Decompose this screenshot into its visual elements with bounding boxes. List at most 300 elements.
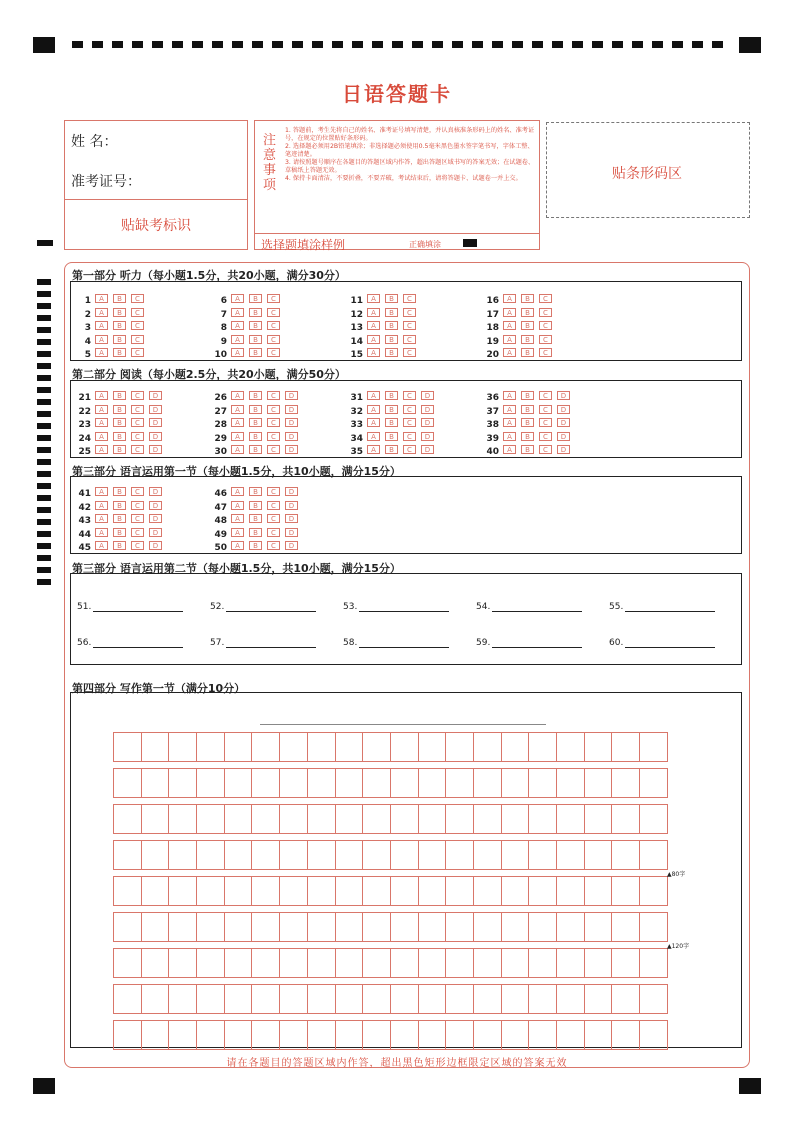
- option-bubble-a[interactable]: A: [95, 321, 108, 330]
- option-bubble-b[interactable]: B: [113, 541, 126, 550]
- option-bubble-d[interactable]: D: [149, 445, 162, 454]
- option-bubble-a[interactable]: A: [95, 335, 108, 344]
- fill-answer-line[interactable]: [625, 638, 715, 648]
- grid-cell[interactable]: [584, 840, 613, 870]
- option-bubble-b[interactable]: B: [249, 418, 262, 427]
- option-bubble-c[interactable]: C: [267, 391, 280, 400]
- grid-cell[interactable]: [196, 1020, 225, 1050]
- option-bubble-c[interactable]: C: [131, 514, 144, 523]
- grid-cell[interactable]: [556, 876, 585, 906]
- grid-cell[interactable]: [279, 876, 308, 906]
- grid-cell[interactable]: [611, 912, 640, 942]
- option-bubble-b[interactable]: B: [113, 487, 126, 496]
- option-bubble-a[interactable]: A: [231, 405, 244, 414]
- grid-cell[interactable]: [362, 768, 391, 798]
- option-bubble-a[interactable]: A: [231, 308, 244, 317]
- grid-cell[interactable]: [556, 1020, 585, 1050]
- grid-cell[interactable]: [584, 948, 613, 978]
- option-bubble-b[interactable]: B: [113, 391, 126, 400]
- option-bubble-c[interactable]: C: [267, 348, 280, 357]
- grid-cell[interactable]: [528, 912, 557, 942]
- grid-cell[interactable]: [251, 912, 280, 942]
- grid-cell[interactable]: [279, 804, 308, 834]
- grid-cell[interactable]: [445, 768, 474, 798]
- option-bubble-d[interactable]: D: [149, 391, 162, 400]
- option-bubble-c[interactable]: C: [131, 294, 144, 303]
- grid-cell[interactable]: [335, 732, 364, 762]
- grid-cell[interactable]: [445, 1020, 474, 1050]
- grid-cell[interactable]: [639, 840, 668, 870]
- option-bubble-a[interactable]: A: [503, 391, 516, 400]
- option-bubble-a[interactable]: A: [95, 501, 108, 510]
- grid-cell[interactable]: [307, 804, 336, 834]
- option-bubble-a[interactable]: A: [503, 321, 516, 330]
- option-bubble-c[interactable]: C: [539, 308, 552, 317]
- option-bubble-d[interactable]: D: [285, 391, 298, 400]
- grid-cell[interactable]: [445, 840, 474, 870]
- grid-cell[interactable]: [362, 804, 391, 834]
- grid-cell[interactable]: [528, 876, 557, 906]
- option-bubble-a[interactable]: A: [95, 445, 108, 454]
- option-bubble-c[interactable]: C: [403, 445, 416, 454]
- option-bubble-c[interactable]: C: [267, 514, 280, 523]
- grid-cell[interactable]: [141, 912, 170, 942]
- option-bubble-c[interactable]: C: [131, 501, 144, 510]
- grid-cell[interactable]: [168, 768, 197, 798]
- option-bubble-b[interactable]: B: [113, 445, 126, 454]
- option-bubble-d[interactable]: D: [557, 391, 570, 400]
- grid-cell[interactable]: [362, 948, 391, 978]
- grid-cell[interactable]: [584, 876, 613, 906]
- grid-cell[interactable]: [141, 876, 170, 906]
- grid-cell[interactable]: [418, 840, 447, 870]
- grid-cell[interactable]: [418, 876, 447, 906]
- grid-cell[interactable]: [473, 732, 502, 762]
- grid-cell[interactable]: [113, 732, 142, 762]
- grid-cell[interactable]: [556, 984, 585, 1014]
- option-bubble-b[interactable]: B: [385, 308, 398, 317]
- grid-cell[interactable]: [611, 732, 640, 762]
- grid-cell[interactable]: [611, 840, 640, 870]
- grid-cell[interactable]: [279, 1020, 308, 1050]
- option-bubble-b[interactable]: B: [385, 294, 398, 303]
- grid-cell[interactable]: [362, 876, 391, 906]
- option-bubble-a[interactable]: A: [95, 418, 108, 427]
- grid-cell[interactable]: [390, 912, 419, 942]
- grid-cell[interactable]: [251, 732, 280, 762]
- grid-cell[interactable]: [307, 948, 336, 978]
- option-bubble-d[interactable]: D: [557, 432, 570, 441]
- grid-cell[interactable]: [141, 1020, 170, 1050]
- grid-cell[interactable]: [196, 804, 225, 834]
- option-bubble-b[interactable]: B: [521, 294, 534, 303]
- option-bubble-b[interactable]: B: [385, 348, 398, 357]
- grid-cell[interactable]: [390, 948, 419, 978]
- option-bubble-c[interactable]: C: [539, 418, 552, 427]
- option-bubble-b[interactable]: B: [249, 445, 262, 454]
- grid-cell[interactable]: [584, 804, 613, 834]
- grid-cell[interactable]: [279, 984, 308, 1014]
- grid-cell[interactable]: [224, 804, 253, 834]
- grid-cell[interactable]: [168, 840, 197, 870]
- grid-cell[interactable]: [196, 768, 225, 798]
- option-bubble-d[interactable]: D: [421, 405, 434, 414]
- option-bubble-c[interactable]: C: [131, 348, 144, 357]
- option-bubble-c[interactable]: C: [267, 405, 280, 414]
- option-bubble-a[interactable]: A: [95, 541, 108, 550]
- writing-title-line[interactable]: [260, 724, 546, 725]
- option-bubble-a[interactable]: A: [367, 321, 380, 330]
- grid-cell[interactable]: [224, 768, 253, 798]
- grid-cell[interactable]: [528, 1020, 557, 1050]
- grid-cell[interactable]: [196, 912, 225, 942]
- option-bubble-d[interactable]: D: [285, 418, 298, 427]
- option-bubble-d[interactable]: D: [285, 541, 298, 550]
- grid-cell[interactable]: [335, 1020, 364, 1050]
- option-bubble-a[interactable]: A: [231, 391, 244, 400]
- grid-cell[interactable]: [362, 840, 391, 870]
- grid-cell[interactable]: [445, 912, 474, 942]
- grid-cell[interactable]: [445, 732, 474, 762]
- grid-cell[interactable]: [418, 984, 447, 1014]
- option-bubble-a[interactable]: A: [367, 294, 380, 303]
- grid-cell[interactable]: [556, 732, 585, 762]
- option-bubble-c[interactable]: C: [267, 321, 280, 330]
- option-bubble-b[interactable]: B: [385, 445, 398, 454]
- option-bubble-a[interactable]: A: [367, 391, 380, 400]
- grid-cell[interactable]: [307, 912, 336, 942]
- grid-cell[interactable]: [390, 1020, 419, 1050]
- grid-cell[interactable]: [113, 768, 142, 798]
- option-bubble-b[interactable]: B: [249, 501, 262, 510]
- grid-cell[interactable]: [556, 948, 585, 978]
- grid-cell[interactable]: [224, 876, 253, 906]
- grid-cell[interactable]: [279, 732, 308, 762]
- grid-cell[interactable]: [196, 984, 225, 1014]
- option-bubble-b[interactable]: B: [521, 348, 534, 357]
- grid-cell[interactable]: [473, 984, 502, 1014]
- fill-answer-line[interactable]: [492, 638, 582, 648]
- grid-cell[interactable]: [251, 768, 280, 798]
- grid-cell[interactable]: [390, 876, 419, 906]
- fill-answer-line[interactable]: [625, 602, 715, 612]
- grid-cell[interactable]: [639, 768, 668, 798]
- option-bubble-c[interactable]: C: [267, 335, 280, 344]
- grid-cell[interactable]: [584, 984, 613, 1014]
- grid-cell[interactable]: [141, 732, 170, 762]
- fill-answer-line[interactable]: [93, 638, 183, 648]
- option-bubble-b[interactable]: B: [113, 501, 126, 510]
- grid-cell[interactable]: [473, 912, 502, 942]
- option-bubble-c[interactable]: C: [267, 541, 280, 550]
- option-bubble-b[interactable]: B: [521, 308, 534, 317]
- option-bubble-d[interactable]: D: [149, 501, 162, 510]
- grid-cell[interactable]: [639, 984, 668, 1014]
- option-bubble-b[interactable]: B: [385, 405, 398, 414]
- grid-cell[interactable]: [196, 732, 225, 762]
- grid-cell[interactable]: [584, 768, 613, 798]
- grid-cell[interactable]: [584, 912, 613, 942]
- grid-cell[interactable]: [445, 876, 474, 906]
- grid-cell[interactable]: [390, 732, 419, 762]
- grid-cell[interactable]: [113, 912, 142, 942]
- grid-cell[interactable]: [335, 804, 364, 834]
- option-bubble-c[interactable]: C: [131, 432, 144, 441]
- option-bubble-c[interactable]: C: [267, 294, 280, 303]
- grid-cell[interactable]: [501, 768, 530, 798]
- option-bubble-a[interactable]: A: [95, 487, 108, 496]
- grid-cell[interactable]: [611, 984, 640, 1014]
- grid-cell[interactable]: [611, 948, 640, 978]
- grid-cell[interactable]: [362, 912, 391, 942]
- option-bubble-a[interactable]: A: [367, 348, 380, 357]
- option-bubble-d[interactable]: D: [149, 432, 162, 441]
- grid-cell[interactable]: [445, 984, 474, 1014]
- option-bubble-c[interactable]: C: [131, 418, 144, 427]
- fill-answer-line[interactable]: [359, 602, 449, 612]
- grid-cell[interactable]: [335, 876, 364, 906]
- grid-cell[interactable]: [168, 912, 197, 942]
- grid-cell[interactable]: [501, 876, 530, 906]
- option-bubble-a[interactable]: A: [231, 514, 244, 523]
- grid-cell[interactable]: [168, 804, 197, 834]
- grid-cell[interactable]: [473, 768, 502, 798]
- option-bubble-c[interactable]: C: [131, 308, 144, 317]
- option-bubble-b[interactable]: B: [113, 335, 126, 344]
- option-bubble-c[interactable]: C: [539, 391, 552, 400]
- grid-cell[interactable]: [556, 804, 585, 834]
- option-bubble-b[interactable]: B: [521, 432, 534, 441]
- grid-cell[interactable]: [141, 804, 170, 834]
- grid-cell[interactable]: [556, 768, 585, 798]
- option-bubble-b[interactable]: B: [113, 514, 126, 523]
- grid-cell[interactable]: [307, 732, 336, 762]
- grid-cell[interactable]: [418, 1020, 447, 1050]
- grid-cell[interactable]: [279, 768, 308, 798]
- grid-cell[interactable]: [113, 876, 142, 906]
- option-bubble-d[interactable]: D: [557, 418, 570, 427]
- option-bubble-b[interactable]: B: [249, 405, 262, 414]
- option-bubble-c[interactable]: C: [539, 432, 552, 441]
- option-bubble-b[interactable]: B: [113, 321, 126, 330]
- grid-cell[interactable]: [307, 1020, 336, 1050]
- option-bubble-a[interactable]: A: [367, 418, 380, 427]
- option-bubble-b[interactable]: B: [113, 418, 126, 427]
- grid-cell[interactable]: [168, 984, 197, 1014]
- grid-cell[interactable]: [362, 732, 391, 762]
- grid-cell[interactable]: [639, 876, 668, 906]
- grid-cell[interactable]: [362, 1020, 391, 1050]
- grid-cell[interactable]: [168, 876, 197, 906]
- grid-cell[interactable]: [141, 948, 170, 978]
- grid-cell[interactable]: [528, 804, 557, 834]
- option-bubble-c[interactable]: C: [539, 445, 552, 454]
- option-bubble-d[interactable]: D: [421, 391, 434, 400]
- option-bubble-d[interactable]: D: [285, 432, 298, 441]
- option-bubble-a[interactable]: A: [95, 308, 108, 317]
- option-bubble-b[interactable]: B: [113, 528, 126, 537]
- option-bubble-c[interactable]: C: [131, 528, 144, 537]
- option-bubble-b[interactable]: B: [521, 335, 534, 344]
- grid-cell[interactable]: [418, 948, 447, 978]
- option-bubble-a[interactable]: A: [367, 335, 380, 344]
- option-bubble-a[interactable]: A: [231, 501, 244, 510]
- grid-cell[interactable]: [307, 876, 336, 906]
- grid-cell[interactable]: [611, 1020, 640, 1050]
- option-bubble-a[interactable]: A: [503, 405, 516, 414]
- option-bubble-a[interactable]: A: [231, 348, 244, 357]
- option-bubble-b[interactable]: B: [385, 321, 398, 330]
- grid-cell[interactable]: [335, 840, 364, 870]
- grid-cell[interactable]: [528, 840, 557, 870]
- option-bubble-b[interactable]: B: [249, 528, 262, 537]
- grid-cell[interactable]: [611, 804, 640, 834]
- option-bubble-b[interactable]: B: [113, 348, 126, 357]
- grid-cell[interactable]: [113, 948, 142, 978]
- option-bubble-a[interactable]: A: [503, 432, 516, 441]
- grid-cell[interactable]: [501, 948, 530, 978]
- grid-cell[interactable]: [639, 912, 668, 942]
- option-bubble-b[interactable]: B: [385, 391, 398, 400]
- option-bubble-c[interactable]: C: [539, 405, 552, 414]
- option-bubble-c[interactable]: C: [403, 294, 416, 303]
- option-bubble-d[interactable]: D: [285, 514, 298, 523]
- option-bubble-b[interactable]: B: [249, 391, 262, 400]
- option-bubble-d[interactable]: D: [285, 501, 298, 510]
- option-bubble-d[interactable]: D: [285, 405, 298, 414]
- option-bubble-c[interactable]: C: [539, 335, 552, 344]
- option-bubble-a[interactable]: A: [503, 335, 516, 344]
- option-bubble-c[interactable]: C: [267, 528, 280, 537]
- grid-cell[interactable]: [501, 732, 530, 762]
- option-bubble-b[interactable]: B: [385, 335, 398, 344]
- grid-cell[interactable]: [639, 732, 668, 762]
- grid-cell[interactable]: [473, 876, 502, 906]
- grid-cell[interactable]: [473, 804, 502, 834]
- grid-cell[interactable]: [196, 876, 225, 906]
- grid-cell[interactable]: [335, 768, 364, 798]
- option-bubble-a[interactable]: A: [367, 405, 380, 414]
- grid-cell[interactable]: [501, 804, 530, 834]
- option-bubble-a[interactable]: A: [95, 391, 108, 400]
- option-bubble-c[interactable]: C: [403, 391, 416, 400]
- option-bubble-d[interactable]: D: [285, 528, 298, 537]
- option-bubble-a[interactable]: A: [95, 432, 108, 441]
- option-bubble-d[interactable]: D: [557, 405, 570, 414]
- grid-cell[interactable]: [141, 768, 170, 798]
- fill-answer-line[interactable]: [359, 638, 449, 648]
- grid-cell[interactable]: [473, 948, 502, 978]
- grid-cell[interactable]: [639, 1020, 668, 1050]
- option-bubble-b[interactable]: B: [521, 405, 534, 414]
- fill-answer-line[interactable]: [226, 602, 316, 612]
- grid-cell[interactable]: [611, 876, 640, 906]
- grid-cell[interactable]: [251, 804, 280, 834]
- option-bubble-c[interactable]: C: [267, 445, 280, 454]
- option-bubble-a[interactable]: A: [231, 321, 244, 330]
- option-bubble-c[interactable]: C: [403, 348, 416, 357]
- option-bubble-a[interactable]: A: [95, 514, 108, 523]
- grid-cell[interactable]: [390, 804, 419, 834]
- option-bubble-c[interactable]: C: [539, 321, 552, 330]
- option-bubble-d[interactable]: D: [421, 432, 434, 441]
- option-bubble-b[interactable]: B: [113, 432, 126, 441]
- grid-cell[interactable]: [279, 948, 308, 978]
- option-bubble-a[interactable]: A: [95, 528, 108, 537]
- grid-cell[interactable]: [501, 1020, 530, 1050]
- grid-cell[interactable]: [307, 840, 336, 870]
- grid-cell[interactable]: [501, 984, 530, 1014]
- grid-cell[interactable]: [418, 732, 447, 762]
- option-bubble-d[interactable]: D: [421, 418, 434, 427]
- option-bubble-c[interactable]: C: [267, 432, 280, 441]
- grid-cell[interactable]: [390, 768, 419, 798]
- grid-cell[interactable]: [141, 840, 170, 870]
- option-bubble-d[interactable]: D: [421, 445, 434, 454]
- option-bubble-d[interactable]: D: [149, 418, 162, 427]
- option-bubble-b[interactable]: B: [249, 541, 262, 550]
- option-bubble-d[interactable]: D: [149, 405, 162, 414]
- grid-cell[interactable]: [584, 1020, 613, 1050]
- grid-cell[interactable]: [335, 948, 364, 978]
- grid-cell[interactable]: [251, 840, 280, 870]
- option-bubble-c[interactable]: C: [267, 501, 280, 510]
- grid-cell[interactable]: [501, 912, 530, 942]
- option-bubble-b[interactable]: B: [249, 294, 262, 303]
- option-bubble-a[interactable]: A: [367, 445, 380, 454]
- option-bubble-b[interactable]: B: [521, 321, 534, 330]
- option-bubble-c[interactable]: C: [403, 432, 416, 441]
- option-bubble-d[interactable]: D: [149, 514, 162, 523]
- grid-cell[interactable]: [556, 912, 585, 942]
- option-bubble-d[interactable]: D: [557, 445, 570, 454]
- option-bubble-b[interactable]: B: [249, 321, 262, 330]
- option-bubble-a[interactable]: A: [231, 487, 244, 496]
- grid-cell[interactable]: [584, 732, 613, 762]
- option-bubble-a[interactable]: A: [231, 294, 244, 303]
- option-bubble-a[interactable]: A: [503, 294, 516, 303]
- option-bubble-d[interactable]: D: [149, 528, 162, 537]
- option-bubble-b[interactable]: B: [249, 432, 262, 441]
- grid-cell[interactable]: [639, 804, 668, 834]
- grid-cell[interactable]: [362, 984, 391, 1014]
- grid-cell[interactable]: [307, 768, 336, 798]
- grid-cell[interactable]: [224, 984, 253, 1014]
- grid-cell[interactable]: [113, 804, 142, 834]
- fill-answer-line[interactable]: [492, 602, 582, 612]
- grid-cell[interactable]: [251, 948, 280, 978]
- option-bubble-d[interactable]: D: [285, 445, 298, 454]
- option-bubble-c[interactable]: C: [131, 335, 144, 344]
- grid-cell[interactable]: [473, 840, 502, 870]
- option-bubble-a[interactable]: A: [367, 308, 380, 317]
- grid-cell[interactable]: [473, 1020, 502, 1050]
- option-bubble-b[interactable]: B: [249, 335, 262, 344]
- grid-cell[interactable]: [639, 948, 668, 978]
- grid-cell[interactable]: [279, 840, 308, 870]
- grid-cell[interactable]: [224, 840, 253, 870]
- option-bubble-a[interactable]: A: [503, 348, 516, 357]
- grid-cell[interactable]: [501, 840, 530, 870]
- option-bubble-b[interactable]: B: [385, 432, 398, 441]
- option-bubble-b[interactable]: B: [385, 418, 398, 427]
- option-bubble-c[interactable]: C: [267, 308, 280, 317]
- grid-cell[interactable]: [113, 1020, 142, 1050]
- option-bubble-a[interactable]: A: [231, 418, 244, 427]
- option-bubble-c[interactable]: C: [131, 541, 144, 550]
- grid-cell[interactable]: [224, 912, 253, 942]
- option-bubble-c[interactable]: C: [403, 418, 416, 427]
